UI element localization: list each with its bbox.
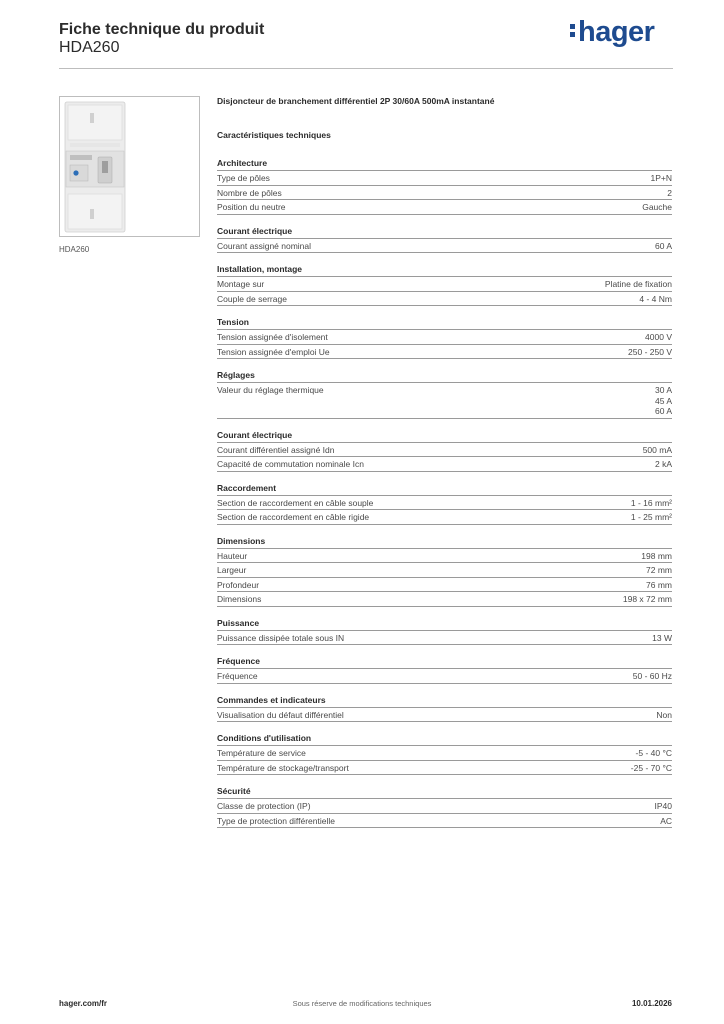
spec-label: Classe de protection (IP) <box>217 801 311 811</box>
logo-text: hager <box>578 16 655 48</box>
spec-value: 60 A <box>654 240 672 251</box>
spec-row <box>217 239 672 254</box>
spec-row <box>217 631 672 646</box>
spec-value: Platine de fixation <box>604 279 672 289</box>
spec-row <box>217 578 672 593</box>
spec-value: 198 x 72 mm <box>622 594 672 604</box>
spec-value: 198 mm <box>641 550 672 561</box>
spec-label: Valeur du réglage thermique <box>217 385 324 395</box>
spec-group-title: Tension <box>217 316 672 330</box>
product-reference: HDA260 <box>59 39 120 56</box>
product-caption: HDA260 <box>59 245 90 254</box>
spec-value: 1 - 25 mm² <box>630 512 672 522</box>
spec-value: 50 - 60 Hz <box>632 671 672 681</box>
spec-row <box>217 761 672 776</box>
spec-label: Fréquence <box>217 671 258 681</box>
spec-row <box>217 171 672 186</box>
spec-row <box>217 549 672 564</box>
spec-group <box>217 157 672 215</box>
spec-label: Tension assignée d'emploi Ue <box>217 346 330 357</box>
spec-value-line: 30 A <box>654 385 672 395</box>
spec-label: Courant assigné nominal <box>217 240 312 251</box>
spec-value: 13 W <box>652 632 672 643</box>
spec-value: 1 - 16 mm² <box>630 497 672 508</box>
spec-label: Position du neutre <box>217 202 286 212</box>
spec-value-line: 60 A <box>654 406 672 416</box>
spec-row <box>217 383 672 419</box>
spec-label: Couple de serrage <box>217 293 287 304</box>
spec-group <box>217 482 672 525</box>
spec-row <box>217 457 672 472</box>
spec-value: -25 - 70 °C <box>630 762 672 773</box>
spec-row <box>217 292 672 307</box>
spec-value: 4000 V <box>645 332 672 342</box>
spec-row <box>217 330 672 345</box>
spec-row <box>217 277 672 292</box>
spec-group <box>217 785 672 828</box>
spec-group <box>217 369 672 419</box>
spec-group-title: Réglages <box>217 369 672 383</box>
spec-value: 76 mm <box>646 579 672 590</box>
spec-row <box>217 345 672 360</box>
spec-group-title: Commandes et indicateurs <box>217 694 672 708</box>
spec-label: Visualisation du défaut différentiel <box>217 709 344 720</box>
spec-group-title: Courant électrique <box>217 225 672 239</box>
hager-logo[interactable] <box>570 16 654 49</box>
spec-row <box>217 443 672 458</box>
spec-label: Puissance dissipée totale sous IN <box>217 632 345 643</box>
spec-row <box>217 496 672 511</box>
spec-value: 500 mA <box>642 444 672 455</box>
spec-value: 2 kA <box>654 459 672 469</box>
spec-group <box>217 316 672 359</box>
spec-content <box>217 96 672 838</box>
spec-groups <box>217 157 672 828</box>
spec-group <box>217 655 672 684</box>
specs-heading: Caractéristiques techniques <box>217 130 331 140</box>
spec-row <box>217 669 672 684</box>
spec-row <box>217 814 672 829</box>
product-image-frame <box>59 96 200 237</box>
spec-label: Section de raccordement en câble souple <box>217 497 374 508</box>
spec-label: Nombre de pôles <box>217 187 282 198</box>
spec-row <box>217 708 672 723</box>
spec-label: Largeur <box>217 565 247 575</box>
circuit-breaker-image <box>60 97 199 236</box>
spec-group <box>217 225 672 254</box>
spec-value: 2 <box>667 187 672 198</box>
logo-colon-icon <box>570 21 577 40</box>
spec-group-title: Courant électrique <box>217 429 672 443</box>
spec-row <box>217 186 672 201</box>
spec-value: 250 - 250 V <box>628 346 672 357</box>
spec-label: Section de raccordement en câble rigide <box>217 512 370 522</box>
spec-group <box>217 617 672 646</box>
spec-label: Tension assignée d'isolement <box>217 332 328 342</box>
spec-group-title: Architecture <box>217 157 672 171</box>
spec-label: Profondeur <box>217 579 260 590</box>
footer-disclaimer: Sous réserve de modifications techniques <box>292 999 432 1008</box>
spec-group <box>217 732 672 775</box>
spec-group-title: Installation, montage <box>217 263 672 277</box>
spec-value-line: 45 A <box>654 395 672 406</box>
spec-value <box>655 385 672 417</box>
spec-group-title: Dimensions <box>217 535 672 549</box>
spec-group-title: Raccordement <box>217 482 672 496</box>
spec-label: Température de service <box>217 748 306 758</box>
footer-website-link[interactable]: hager.com/fr <box>59 999 108 1008</box>
spec-value: 4 - 4 Nm <box>639 293 672 304</box>
spec-group <box>217 694 672 723</box>
spec-label: Température de stockage/transport <box>217 762 349 773</box>
page-title: Fiche technique du produit <box>59 21 265 38</box>
spec-group-title: Fréquence <box>217 655 672 669</box>
spec-value: IP40 <box>654 801 672 811</box>
product-description: Disjoncteur de branchement différentiel 2P 30/60A 500mA instantané <box>217 96 495 106</box>
spec-group <box>217 429 672 472</box>
spec-row <box>217 510 672 525</box>
spec-group-title: Conditions d'utilisation <box>217 732 672 746</box>
spec-group <box>217 535 672 607</box>
spec-value: Non <box>656 709 672 720</box>
spec-row <box>217 592 672 607</box>
spec-group <box>217 263 672 306</box>
spec-label: Courant différentiel assigné Idn <box>217 444 335 455</box>
spec-row <box>217 799 672 814</box>
spec-value: 72 mm <box>646 565 672 575</box>
spec-value: -5 - 40 °C <box>635 748 672 758</box>
footer-date: 10.01.2026 <box>631 999 672 1008</box>
spec-group-title: Puissance <box>217 617 672 631</box>
spec-row <box>217 200 672 215</box>
spec-label: Montage sur <box>217 279 265 289</box>
spec-value: Gauche <box>642 202 672 212</box>
spec-label: Type de protection différentielle <box>217 815 335 826</box>
spec-label: Type de pôles <box>217 173 270 183</box>
spec-value: 1P+N <box>650 173 672 183</box>
spec-label: Dimensions <box>217 594 262 604</box>
spec-row <box>217 563 672 578</box>
spec-label: Hauteur <box>217 550 248 561</box>
spec-value: AC <box>660 815 672 826</box>
header-divider <box>59 68 673 69</box>
spec-group-title: Sécurité <box>217 785 672 799</box>
spec-label: Capacité de commutation nominale Icn <box>217 459 364 469</box>
spec-row <box>217 746 672 761</box>
